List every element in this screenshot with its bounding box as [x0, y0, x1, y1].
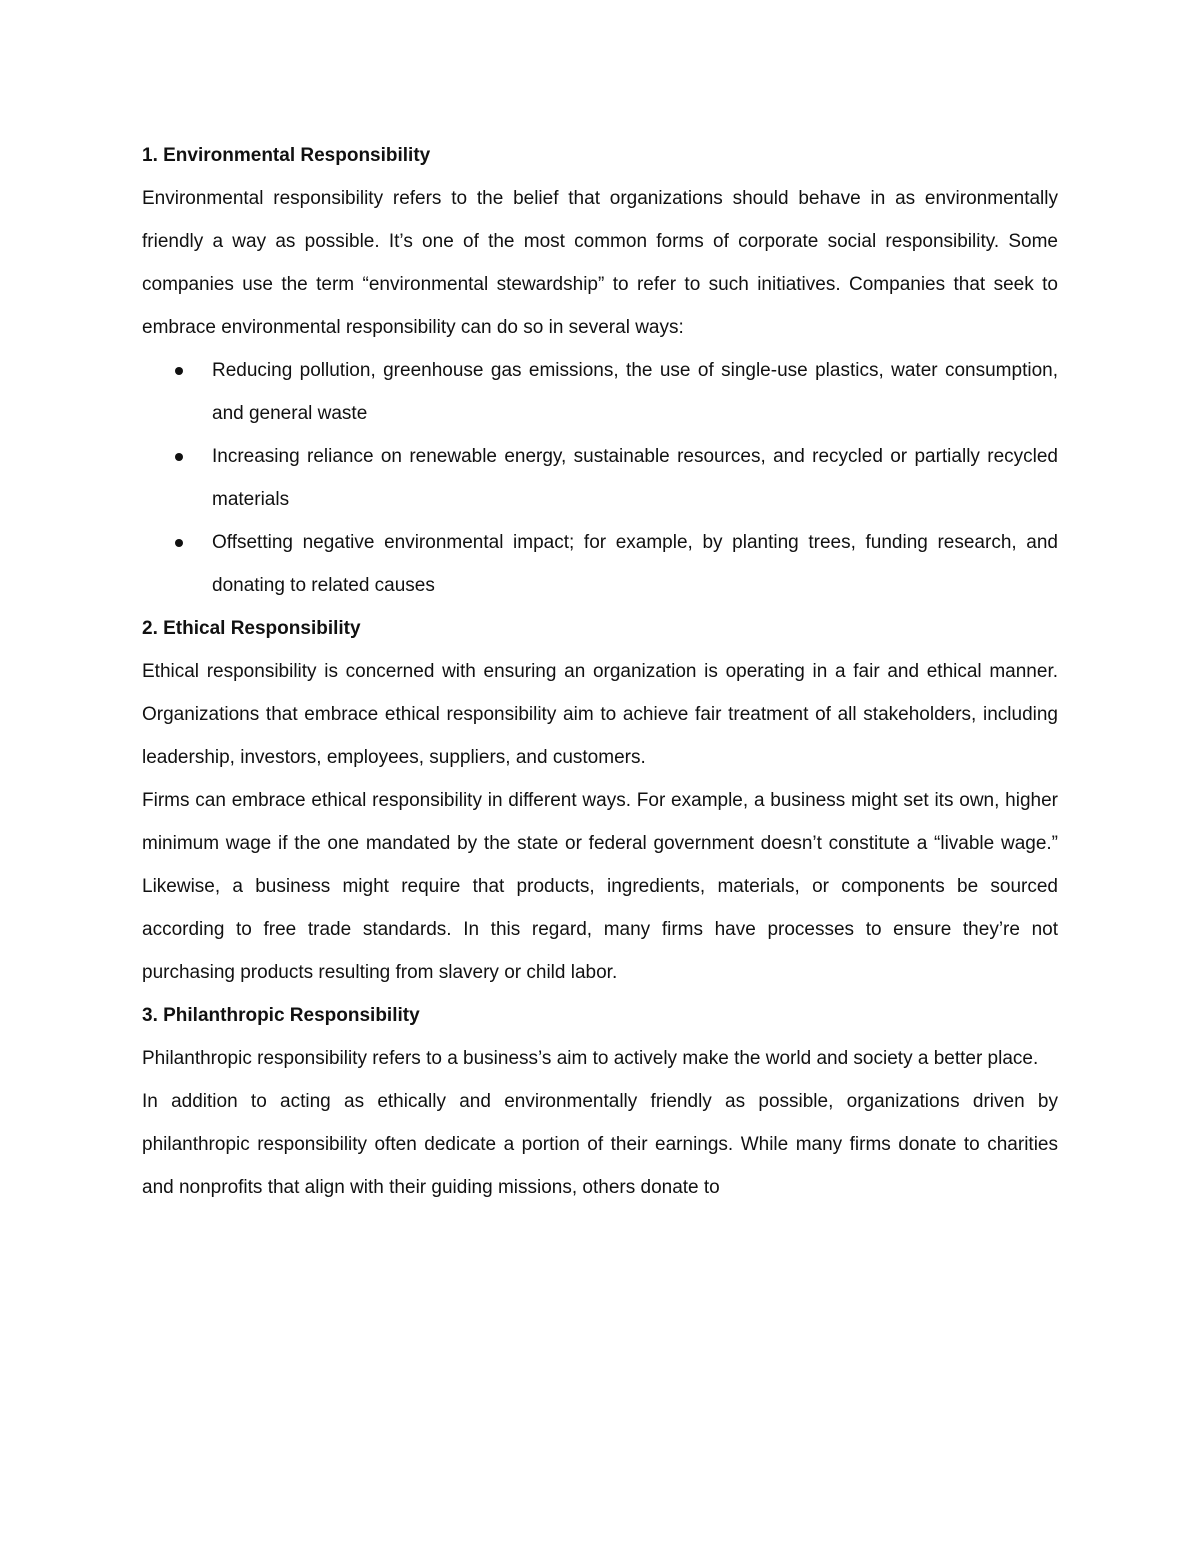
list-item	[142, 521, 1058, 607]
section-heading: 3. Philanthropic Responsibility	[142, 1005, 420, 1026]
paragraph: Philanthropic responsibility refers to a business’s aim to actively make the world and society a better place.	[142, 1048, 1039, 1069]
bullet-icon	[175, 367, 183, 375]
bullet-icon	[175, 539, 183, 547]
paragraph: Ethical responsibility is concerned with ensuring an organization is operating in a fair and ethical manner. Organizations that embrace ethical responsibility aim to achieve fair treatment of all stakeholders, including leadership, investors, employees, suppliers, and customers.	[142, 661, 1058, 768]
bullet-list	[142, 349, 1058, 607]
section-environmental-responsibility	[142, 134, 1058, 607]
paragraph: Environmental responsibility refers to the belief that organizations should behave in as environmentally friendly a way as possible. It’s one of the most common forms of corporate social responsibility. Some companies use the term “environmental stewardship” to refer to such initiatives. Companies that seek to embrace environmental responsibility can do so in several ways:	[142, 188, 1058, 338]
list-item	[142, 435, 1058, 521]
list-item	[142, 349, 1058, 435]
section-heading: 2. Ethical Responsibility	[142, 618, 361, 639]
list-item-text: Offsetting negative environmental impact; for example, by planting trees, funding research, and donating to related causes	[212, 532, 1058, 596]
bullet-icon	[175, 453, 183, 461]
list-item-text: Reducing pollution, greenhouse gas emissions, the use of single-use plastics, water consumption, and general waste	[212, 360, 1058, 424]
section-heading: 1. Environmental Responsibility	[142, 145, 431, 166]
section-philanthropic-responsibility	[142, 994, 1058, 1209]
document-body	[142, 134, 1058, 1209]
paragraph: In addition to acting as ethically and environmentally friendly as possible, organizations driven by philanthropic responsibility often dedicate a portion of their earnings. While many firms donate to charities and nonprofits that align with their guiding missions, others donate to	[142, 1091, 1058, 1198]
section-ethical-responsibility	[142, 607, 1058, 994]
paragraph: Firms can embrace ethical responsibility in different ways. For example, a business might set its own, higher minimum wage if the one mandated by the state or federal government doesn’t constitute a “livable wage.” Likewise, a business might require that products, ingredients, materials, or components be sourced according to free trade standards. In this regard, many firms have processes to ensure they’re not purchasing products resulting from slavery or child labor.	[142, 790, 1058, 983]
list-item-text: Increasing reliance on renewable energy, sustainable resources, and recycled or partially recycled materials	[212, 446, 1058, 510]
